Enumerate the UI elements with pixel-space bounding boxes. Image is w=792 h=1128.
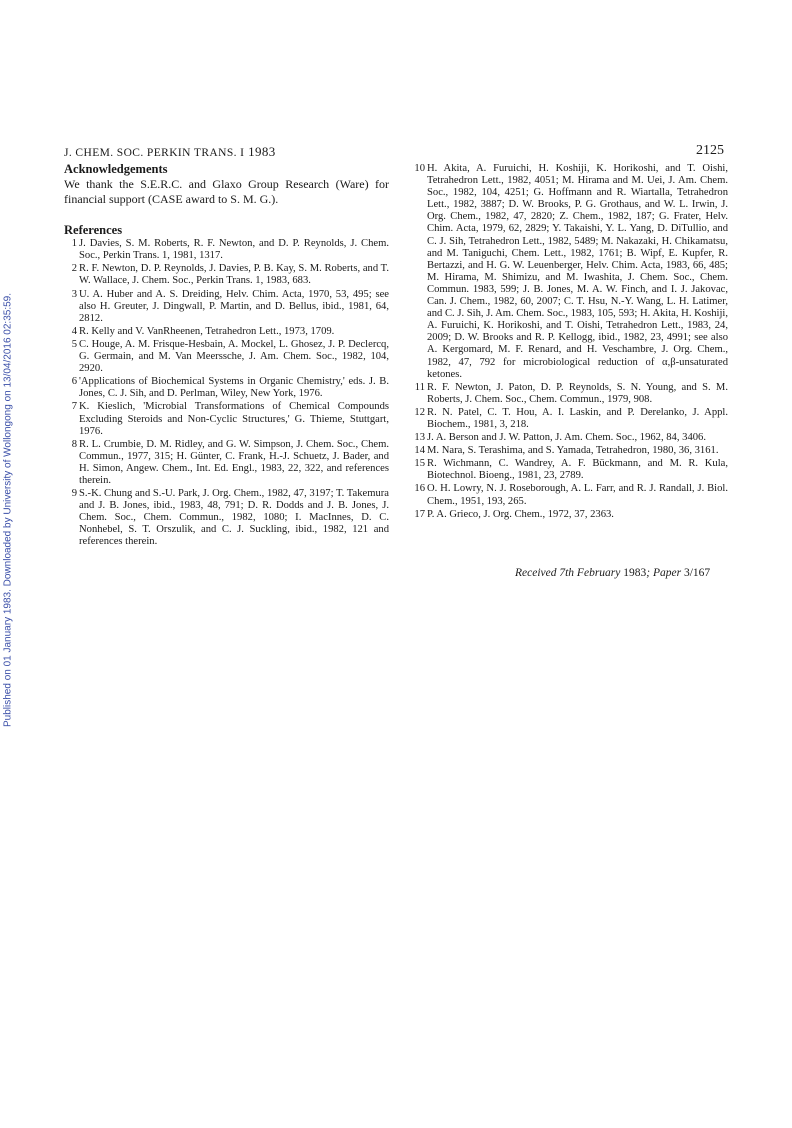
reference-text: U. A. Huber and A. S. Dreiding, Helv. Chim. Acta, 1970, 53, 495; see also H. Greuter, J. Dingwall, P. Martin, and D. Bellus, ibid., 1981, 64, 2812. (79, 288, 389, 324)
reference-list-right (412, 163, 728, 521)
reference-item (64, 488, 389, 548)
reference-item (412, 458, 728, 482)
reference-number: 17 (414, 508, 425, 520)
reference-number: 6 (71, 376, 77, 388)
references-heading: References (64, 223, 123, 238)
left-column (64, 163, 389, 550)
right-column (412, 163, 728, 522)
reference-text: S.-K. Chung and S.-U. Park, J. Org. Chem., 1982, 47, 3197; T. Takemura and J. B. Jones, ibid., 1983, 48, 791; D. R. Dodds and J. B. Jones, J. Chem. Soc., Chem. Commun., 1982, 1080; I. MacInnes, D. C. Nonhebel, S. T. Orszulik, and C. J. Suckling, ibid., 1982, 121 and references therein. (79, 488, 389, 548)
reference-text: 'Applications of Biochemical Systems in Organic Chemistry,' eds. J. B. Jones, C. J. Sih, and D. Perlman, Wiley, New York, 1976. (79, 376, 389, 400)
paper-id: 3/167 (683, 567, 711, 579)
reference-text: R. L. Crumbie, D. M. Ridley, and G. W. Simpson, J. Chem. Soc., Chem. Commun., 1977, 315; H. Günter, C. Frank, H.-J. Schuetz, J. Bader, and H. Simon, Angew. Chem., Int. Ed. Engl., 1983, 22, 322, and references therein. (79, 438, 389, 486)
reference-item (64, 401, 389, 437)
reference-number: 1 (71, 238, 77, 250)
received-line (515, 567, 710, 579)
reference-item (64, 439, 389, 487)
reference-number: 12 (414, 406, 425, 418)
reference-item (64, 263, 389, 287)
reference-number: 4 (71, 325, 77, 337)
reference-number: 7 (71, 401, 77, 413)
reference-text: K. Kieslich, 'Microbial Transformations of Chemical Compounds Excluding Steroids and Non-Cyclic Structures,' G. Thieme, Stuttgart, 1976. (79, 401, 389, 437)
reference-text: M. Nara, S. Terashima, and S. Yamada, Tetrahedron, 1980, 36, 3161. (427, 445, 719, 457)
reference-number: 2 (71, 263, 77, 275)
reference-item (64, 339, 389, 375)
reference-number: 16 (414, 483, 425, 495)
reference-number: 5 (71, 338, 77, 350)
page-number: 2125 (696, 143, 724, 158)
journal-year: 1983 (248, 144, 276, 159)
reference-number: 3 (71, 288, 77, 300)
download-notice-text: Published on 01 January 1983. Downloaded by University of Wollongong on 13/04/2016 02:35:59. (2, 292, 14, 728)
reference-item (64, 289, 389, 325)
reference-item (412, 483, 728, 507)
reference-item (412, 432, 728, 444)
reference-number: 13 (414, 432, 425, 444)
reference-item (64, 326, 389, 338)
acknowledgements-text: We thank the S.E.R.C. and Glaxo Group Research (Ware) for financial support (CASE award to S. M. G.). (64, 177, 389, 206)
reference-text: R. Wichmann, C. Wandrey, A. F. Bückmann, and M. R. Kula, Biotechnol. Bioeng., 1981, 23, 2789. (427, 458, 728, 482)
reference-text: R. Kelly and V. VanRheenen, Tetrahedron Lett., 1973, 1709. (79, 325, 335, 337)
reference-item (64, 238, 389, 262)
reference-text: R. F. Newton, D. P. Reynolds, J. Davies, P. B. Kay, S. M. Roberts, and T. W. Wallace, J. Chem. Soc., Perkin Trans. 1, 1983, 683. (79, 263, 389, 287)
received-date: Received 7th February (515, 567, 621, 579)
reference-number: 9 (71, 488, 77, 500)
reference-item (412, 509, 728, 521)
reference-item (64, 376, 389, 400)
received-year: 1983 (623, 567, 647, 579)
reference-text: J. A. Berson and J. W. Patton, J. Am. Chem. Soc., 1962, 84, 3406. (427, 432, 706, 444)
reference-text: C. Houge, A. M. Frisque-Hesbain, A. Mockel, L. Ghosez, J. P. Declercq, G. Germain, and M. Van Meerssche, J. Am. Chem. Soc., 1982, 104, 2920. (79, 338, 389, 375)
reference-text: R. F. Newton, J. Paton, D. P. Reynolds, S. N. Young, and S. M. Roberts, J. Chem. Soc., Chem. Commun., 1979, 908. (427, 381, 728, 405)
acknowledgements-heading: Acknowledgements (64, 162, 168, 176)
journal-name: J. CHEM. SOC. PERKIN TRANS. I (64, 147, 245, 159)
reference-text: P. A. Grieco, J. Org. Chem., 1972, 37, 2363. (427, 508, 614, 520)
reference-item (412, 382, 728, 406)
paper-label: ; Paper (646, 567, 682, 579)
reference-number: 14 (414, 445, 425, 457)
reference-number: 11 (414, 381, 425, 393)
reference-item (412, 407, 728, 431)
reference-text: R. N. Patel, C. T. Hou, A. I. Laskin, and P. Derelanko, J. Appl. Biochem., 1981, 3, 218. (427, 406, 728, 430)
reference-text: O. H. Lowry, N. J. Roseborough, A. L. Farr, and R. J. Randall, J. Biol. Chem., 1951, 193, 265. (427, 483, 728, 507)
reference-text: H. Akita, A. Furuichi, H. Koshiji, K. Horikoshi, and T. Oishi, Tetrahedron Lett., 1982, 4051; M. Hirama and M. Uei, J. Am. Chem. Soc., 1982, 104, 4251; G. Hoffmann and R. Wiartalla, Tetrahedron Lett., 1982, 3887; D. W. Brooks, P. G. Grothaus, and W. L. Irwin, J. Org. Chem., 1982, 47, 2820; Z. Chem., 1982, 187; G. Frater, Helv. Chim. Acta, 1979, 62, 2829; Y. Takaishi, Y. L. Yang, D. DiTullio, and C. J. Sih, Tetrahedron Lett., 1982, 5489; M. Nakazaki, H. Chikamatsu, and M. Taniguchi, Chem. Lett., 1982, 1761; B. Wipf, E. Kupfer, R. Bertazzi, and H. G. W. Leuenberger, Helv. Chim. Acta, 1983, 66, 485; M. Hirama, M. Shimizu, and M. Iwashita, J. Chem. Soc., Chem. Commun. 1983, 599; J. B. Jones, M. A. W. Finch, and I. J. Jakovac, Can. J. Chem., 1982, 60, 2007; C. T. Hsu, N.-Y. Wang, L. H. Latimer, and C. J. Sih, J. Am. Chem. Soc., 1983, 105, 593; H. Akita, H. Koshiji, A. Furuichi, K. Horikoshi, and T. Oishi, Tetrahedron Lett., 1983, 24, 2009; D. W. Brooks and R. P. Kellogg, ibid., 1982, 23, 4991; see also A. Kergomard, M. F. Renard, and H. Veschambre, J. Org. Chem., 1982, 47, 792 for microbiological reduction of α,β-unsaturated ketones. (427, 163, 728, 380)
reference-item (412, 163, 728, 381)
reference-text: J. Davies, S. M. Roberts, R. F. Newton, and D. P. Reynolds, J. Chem. Soc., Perkin Trans. 1, 1981, 1317. (79, 238, 389, 262)
reference-number: 15 (414, 458, 425, 470)
reference-number: 8 (71, 438, 77, 450)
running-header (64, 144, 276, 160)
reference-number: 10 (414, 163, 425, 174)
reference-item (412, 445, 728, 457)
reference-list-left (64, 238, 389, 548)
download-notice-sidebar (0, 292, 16, 728)
